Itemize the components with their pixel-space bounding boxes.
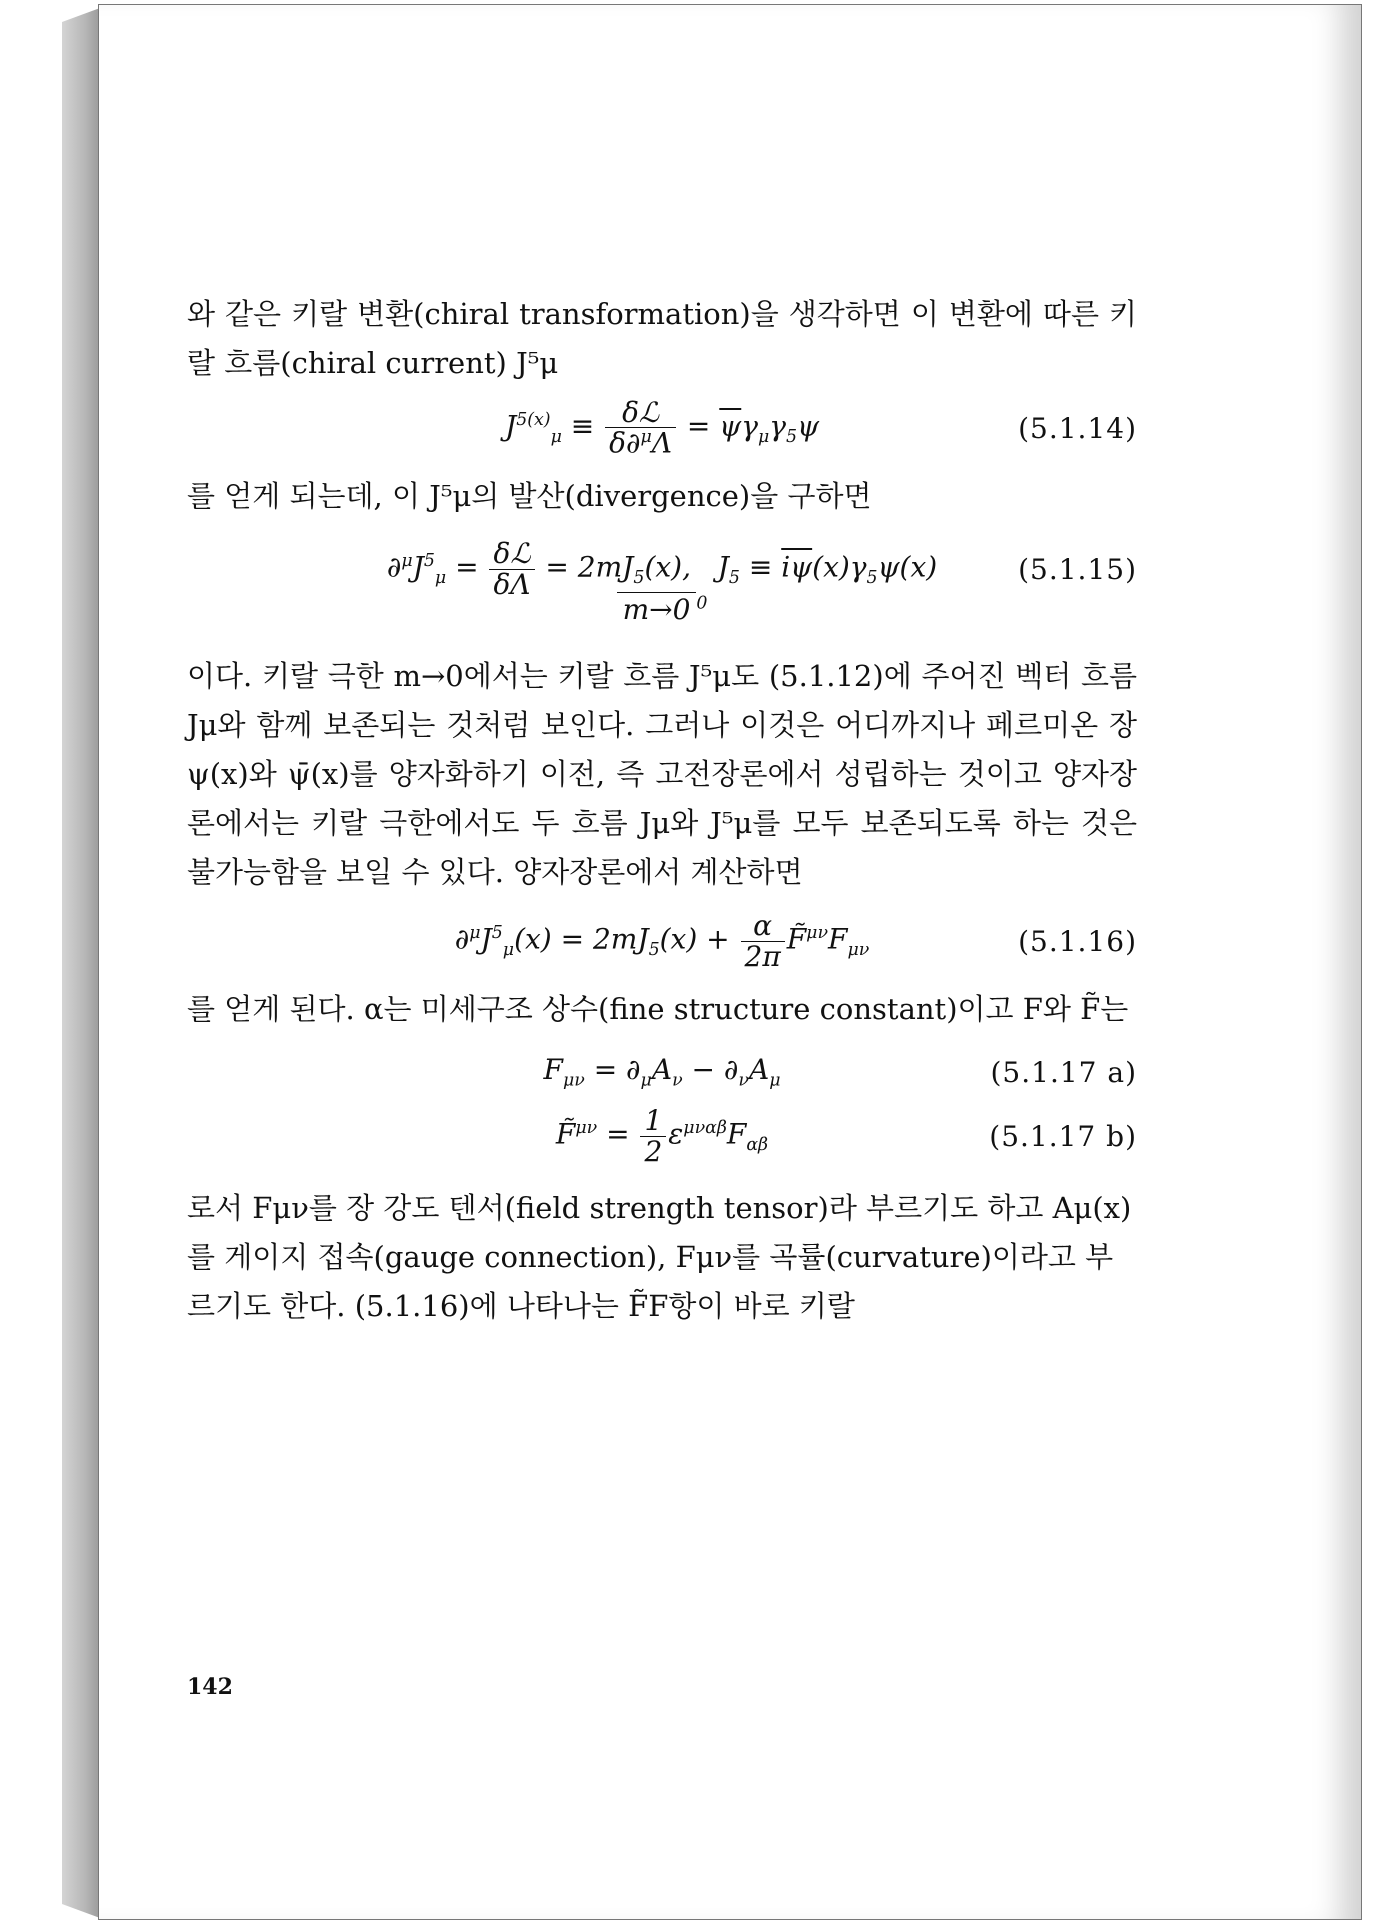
equation-5-1-17b bbox=[187, 1106, 1137, 1166]
equation-body: F̃$^{\mu\nu}$ = $\frac{1}{2}$ $\varepsilon^{\mu\nu\alpha\beta}F_{\alpha\beta}$ bbox=[555, 1104, 769, 1168]
limit-arrow: m→0 bbox=[617, 592, 697, 626]
equation-number: (5.1.15) bbox=[1018, 552, 1137, 586]
page-number: 142 bbox=[187, 1674, 233, 1700]
paragraph-field-strength: 로서 Fμν를 장 강도 텐서(field strength tensor)라 부르기도 하고 Aμ(x)를 게이지 접속(gauge connection), Fμν를 곡률(curvature)이라고 부르기도 한다. (5.1.16)에 나타나는 F̃F항이 바로 키랄 bbox=[187, 1191, 1132, 1323]
paragraph-divergence: 를 얻게 되는데, 이 J⁵μ의 발산(divergence)을 구하면 bbox=[187, 479, 872, 513]
equation-body: $\partial^\mu J^5_\mu(x) = 2mJ_5(x)$ + $\frac{\alpha}{2\pi}$ $F̃^{\mu\nu}F_{\mu\nu}$ bbox=[454, 909, 870, 973]
equation-body: $F_{\mu\nu} = \partial_\mu A_\nu - \partial_\nu A_\mu$ bbox=[543, 1053, 781, 1091]
equation-number: (5.1.14) bbox=[1018, 411, 1137, 445]
equation-5-1-17a bbox=[187, 1042, 1137, 1102]
equation-5-1-15 bbox=[187, 539, 1137, 599]
equation-number: (5.1.16) bbox=[1018, 924, 1137, 958]
equation-body: $J^{5(x)}_\mu$ ≡ $\frac{\text{δℒ}}{\delta\partial^\mu\Lambda}$ = $\overline{\psi}\gamma_\mu\gamma_5\psi$ bbox=[504, 395, 820, 460]
equation-number: (5.1.17 a) bbox=[990, 1055, 1137, 1089]
equation-body: $\partial^\mu J^5_\mu$ = $\frac{\text{δℒ}}{\delta\Lambda}$ = $2mJ_5(x)$, $J_5 \equiv \overline{i\psi}(x)\gamma_5\psi(x)$ bbox=[386, 537, 938, 601]
page-content bbox=[187, 290, 1137, 1331]
paragraph-chiral-transformation: 와 같은 키랄 변환(chiral transformation)을 생각하면 이 변환에 따른 키랄 흐름(chiral current) J⁵μ bbox=[187, 297, 1137, 380]
paragraph-fine-structure: 를 얻게 된다. α는 미세구조 상수(fine structure constant)이고 F와 F̃는 bbox=[187, 992, 1129, 1026]
equation-5-1-14 bbox=[187, 395, 1137, 460]
equation-5-1-16 bbox=[187, 911, 1137, 971]
equation-number: (5.1.17 b) bbox=[989, 1119, 1137, 1153]
limit-value: 0 bbox=[696, 593, 708, 614]
book-spine-edge bbox=[62, 8, 100, 1918]
paragraph-chiral-limit: 이다. 키랄 극한 m→0에서는 키랄 흐름 J⁵μ도 (5.1.12)에 주어진 벡터 흐름 Jμ와 함께 보존되는 것처럼 보인다. 그러나 이것은 어디까지나 페르미온 장 ψ(x)와 ψ̄(x)를 양자화하기 이전, 즉 고전장론에서 성립하는 것이고 양자장론에서는 키랄 극한에서도 두 흐름 Jμ와 J⁵μ를 모두 보존되도록 하는 것은 불가능함을 보일 수 있다. 양자장론에서 계산하면 bbox=[187, 659, 1137, 889]
